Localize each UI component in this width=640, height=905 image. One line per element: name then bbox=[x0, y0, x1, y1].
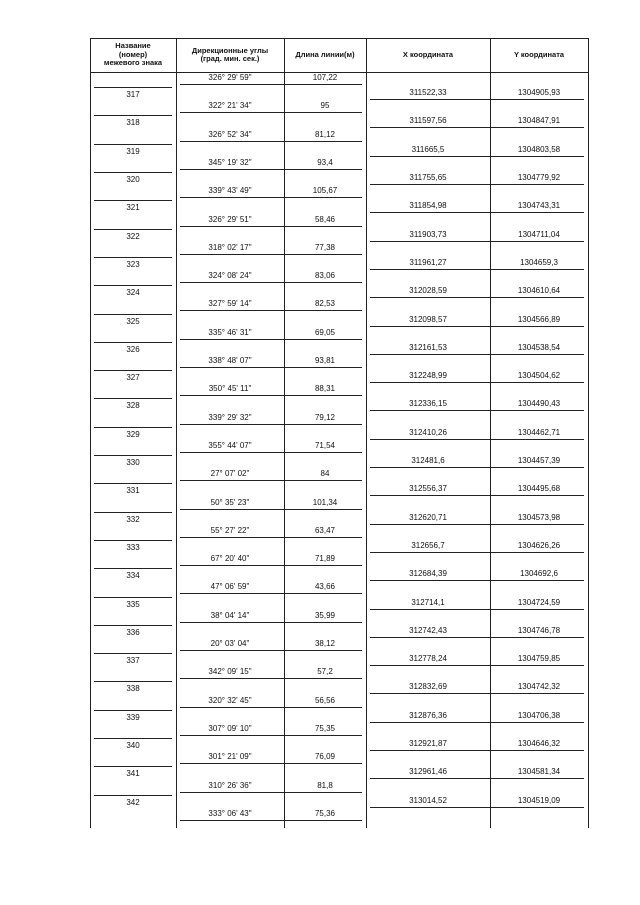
line-length-cell: 105,67 bbox=[312, 186, 338, 196]
y-coordinate-cell: 1304742,32 bbox=[517, 682, 561, 692]
line-length-cell: 84 bbox=[320, 469, 330, 479]
x-coordinate-cell: 311854,98 bbox=[409, 201, 447, 211]
point-underline bbox=[94, 200, 172, 201]
segment-underline bbox=[180, 650, 362, 651]
point-underline bbox=[94, 766, 172, 767]
point-underline bbox=[94, 87, 172, 88]
segment-underline bbox=[180, 593, 362, 594]
x-coordinate-cell: 311903,73 bbox=[409, 229, 447, 239]
point-underline bbox=[94, 653, 172, 654]
y-coordinate-cell: 1304905,93 bbox=[517, 88, 561, 98]
point-name-cell: 322 bbox=[126, 231, 140, 241]
y-coordinate-cell: 1304706,38 bbox=[517, 710, 561, 720]
point-name-cell: 329 bbox=[126, 429, 140, 439]
line-length-cell: 71,89 bbox=[314, 554, 336, 564]
direction-angle-cell: 327° 59' 14" bbox=[208, 299, 252, 309]
point-name-cell: 331 bbox=[126, 486, 140, 496]
direction-angle-cell: 55° 27' 22" bbox=[210, 525, 250, 535]
line-length-cell: 79,12 bbox=[314, 412, 336, 422]
segment-underline bbox=[180, 735, 362, 736]
point-underline bbox=[94, 568, 172, 569]
coordinate-underline bbox=[370, 552, 584, 553]
direction-angle-cell: 326° 29' 51" bbox=[208, 214, 252, 224]
direction-angle-cell: 324° 08' 24" bbox=[208, 271, 252, 281]
segment-underline bbox=[180, 84, 362, 85]
point-name-cell: 339 bbox=[126, 712, 140, 722]
coordinate-underline bbox=[370, 212, 584, 213]
x-coordinate-cell: 312336,15 bbox=[409, 399, 447, 409]
y-coordinate-cell: 1304573,98 bbox=[517, 512, 561, 522]
x-coordinate-cell: 312742,43 bbox=[409, 625, 447, 635]
direction-angle-cell: 326° 52' 34" bbox=[208, 129, 252, 139]
segment-underline bbox=[180, 820, 362, 821]
coordinate-underline bbox=[370, 99, 584, 100]
segment-underline bbox=[180, 792, 362, 793]
line-length-cell: 107,22 bbox=[312, 73, 338, 82]
point-underline bbox=[94, 144, 172, 145]
header-direction-angle: Дирекционные углы (град. мин. сек.) bbox=[191, 45, 269, 63]
point-underline bbox=[94, 597, 172, 598]
direction-angle-cell: 318° 02' 17" bbox=[208, 242, 252, 252]
x-coordinate-cell: 312921,87 bbox=[409, 739, 447, 749]
coordinate-underline bbox=[370, 410, 584, 411]
point-name-cell: 323 bbox=[126, 259, 140, 269]
header-x-coordinate: X координата bbox=[402, 49, 454, 59]
column-divider bbox=[176, 38, 177, 828]
direction-angle-cell: 47° 06' 59" bbox=[210, 582, 250, 592]
point-underline bbox=[94, 455, 172, 456]
point-name-cell: 338 bbox=[126, 684, 140, 694]
y-coordinate-cell: 1304743,31 bbox=[517, 201, 561, 211]
point-underline bbox=[94, 795, 172, 796]
point-underline bbox=[94, 483, 172, 484]
y-coordinate-cell: 1304711,04 bbox=[518, 229, 560, 239]
coordinate-underline bbox=[370, 722, 584, 723]
point-underline bbox=[94, 398, 172, 399]
coordinate-underline bbox=[370, 665, 584, 666]
point-underline bbox=[94, 342, 172, 343]
x-coordinate-cell: 311961,27 bbox=[409, 257, 447, 267]
direction-angle-cell: 345° 19' 32" bbox=[208, 157, 252, 167]
point-underline bbox=[94, 229, 172, 230]
line-length-cell: 81,12 bbox=[314, 129, 336, 139]
line-length-cell: 35,99 bbox=[314, 610, 336, 620]
x-coordinate-cell: 313014,52 bbox=[409, 795, 447, 805]
coordinate-underline bbox=[370, 297, 584, 298]
x-coordinate-cell: 312028,59 bbox=[409, 286, 447, 296]
coordinate-underline bbox=[370, 524, 584, 525]
point-name-cell: 341 bbox=[126, 769, 140, 779]
segment-underline bbox=[180, 226, 362, 227]
line-length-cell: 93,81 bbox=[314, 356, 336, 365]
coordinate-underline bbox=[370, 382, 584, 383]
column-divider bbox=[284, 38, 285, 828]
point-name-cell: 326 bbox=[126, 344, 140, 354]
direction-angle-cell: 27° 07' 02" bbox=[210, 469, 250, 479]
segment-underline bbox=[180, 622, 362, 623]
direction-angle-cell: 20° 03' 04" bbox=[210, 639, 250, 648]
line-length-cell: 75,36 bbox=[314, 808, 336, 818]
direction-angle-cell: 38° 04' 14" bbox=[210, 610, 250, 620]
segment-underline bbox=[180, 112, 362, 113]
point-underline bbox=[94, 427, 172, 428]
coordinate-underline bbox=[370, 354, 584, 355]
point-name-cell: 328 bbox=[126, 401, 140, 411]
direction-angle-cell: 310° 26' 36" bbox=[208, 780, 252, 790]
segment-underline bbox=[180, 169, 362, 170]
x-coordinate-cell: 312161,53 bbox=[409, 342, 447, 352]
y-coordinate-cell: 1304659,3 bbox=[520, 257, 558, 267]
line-length-cell: 57,2 bbox=[317, 667, 333, 677]
y-coordinate-cell: 1304803,58 bbox=[517, 144, 561, 154]
x-coordinate-cell: 312248,99 bbox=[409, 371, 447, 381]
coordinate-underline bbox=[370, 609, 584, 610]
y-coordinate-cell: 1304519,09 bbox=[517, 795, 561, 805]
coordinate-underline bbox=[370, 269, 584, 270]
direction-angle-cell: 301° 21' 09" bbox=[208, 752, 252, 762]
y-coordinate-cell: 1304566,89 bbox=[517, 314, 561, 324]
direction-angle-cell: 339° 29' 32" bbox=[208, 412, 252, 422]
x-coordinate-cell: 311665,5 bbox=[411, 144, 445, 154]
column-divider bbox=[588, 38, 589, 828]
y-coordinate-cell: 1304847,91 bbox=[517, 116, 561, 126]
y-coordinate-cell: 1304495,68 bbox=[517, 484, 561, 494]
y-coordinate-cell: 1304646,32 bbox=[517, 739, 561, 749]
line-length-cell: 71,54 bbox=[314, 440, 336, 450]
direction-angle-cell: 342° 09' 15" bbox=[208, 667, 252, 677]
y-coordinate-cell: 1304724,59 bbox=[517, 597, 561, 607]
point-underline bbox=[94, 257, 172, 258]
point-underline bbox=[94, 370, 172, 371]
segment-underline bbox=[180, 339, 362, 340]
point-underline bbox=[94, 115, 172, 116]
x-coordinate-cell: 311755,65 bbox=[409, 173, 447, 183]
segment-underline bbox=[180, 763, 362, 764]
direction-angle-cell: 333° 06' 43" bbox=[208, 808, 252, 818]
segment-underline bbox=[180, 254, 362, 255]
point-underline bbox=[94, 625, 172, 626]
header-point-name: Название (номер) межевого знака bbox=[103, 41, 163, 68]
segment-underline bbox=[180, 678, 362, 679]
segment-underline bbox=[180, 141, 362, 142]
x-coordinate-cell: 312481,6 bbox=[411, 456, 445, 466]
coordinate-underline bbox=[370, 184, 584, 185]
direction-angle-cell: 338° 48' 07" bbox=[208, 356, 252, 365]
y-coordinate-cell: 1304457,39 bbox=[517, 456, 561, 466]
x-coordinate-cell: 312656,7 bbox=[411, 540, 445, 550]
header-line-length: Длина линии(м) bbox=[295, 49, 355, 59]
direction-angle-cell: 335° 46' 31" bbox=[208, 327, 252, 337]
point-name-cell: 327 bbox=[126, 373, 140, 383]
direction-angle-cell: 326° 29' 59" bbox=[208, 73, 252, 82]
point-underline bbox=[94, 512, 172, 513]
y-coordinate-cell: 1304779,92 bbox=[517, 173, 561, 183]
coordinate-underline bbox=[370, 637, 584, 638]
direction-angle-cell: 307° 09' 10" bbox=[208, 723, 252, 733]
line-length-cell: 83,06 bbox=[314, 271, 336, 281]
line-length-cell: 77,38 bbox=[314, 242, 336, 252]
line-length-cell: 75,35 bbox=[314, 723, 336, 733]
line-length-cell: 43,66 bbox=[314, 582, 336, 592]
coordinate-underline bbox=[370, 807, 584, 808]
coordinate-underline bbox=[370, 693, 584, 694]
line-length-cell: 81,8 bbox=[317, 780, 333, 790]
point-name-cell: 318 bbox=[126, 118, 140, 128]
x-coordinate-cell: 312714,1 bbox=[411, 597, 445, 607]
line-length-cell: 76,09 bbox=[314, 752, 336, 762]
direction-angle-cell: 355° 44' 07" bbox=[208, 440, 252, 450]
coordinate-underline bbox=[370, 439, 584, 440]
line-length-cell: 93,4 bbox=[317, 157, 333, 167]
point-name-cell: 325 bbox=[126, 316, 140, 326]
x-coordinate-cell: 312410,26 bbox=[409, 427, 447, 437]
point-underline bbox=[94, 540, 172, 541]
segment-underline bbox=[180, 480, 362, 481]
coordinate-underline bbox=[370, 580, 584, 581]
point-name-cell: 334 bbox=[126, 571, 140, 581]
point-name-cell: 320 bbox=[126, 175, 140, 185]
point-name-cell: 340 bbox=[126, 741, 140, 751]
y-coordinate-cell: 1304462,71 bbox=[517, 427, 561, 437]
coordinate-underline bbox=[370, 467, 584, 468]
segment-underline bbox=[180, 537, 362, 538]
point-underline bbox=[94, 681, 172, 682]
y-coordinate-cell: 1304504,62 bbox=[517, 371, 561, 381]
line-length-cell: 69,05 bbox=[314, 327, 336, 337]
header-y-coordinate: Y координата bbox=[513, 49, 565, 59]
point-underline bbox=[94, 738, 172, 739]
direction-angle-cell: 67° 20' 40" bbox=[210, 554, 250, 564]
point-name-cell: 317 bbox=[126, 90, 140, 100]
point-name-cell: 336 bbox=[126, 627, 140, 637]
y-coordinate-cell: 1304692,6 bbox=[520, 569, 558, 579]
point-name-cell: 319 bbox=[126, 146, 140, 156]
y-coordinate-cell: 1304626,26 bbox=[517, 540, 561, 550]
segment-underline bbox=[180, 509, 362, 510]
x-coordinate-cell: 311522,33 bbox=[409, 88, 447, 98]
point-name-cell: 330 bbox=[126, 458, 140, 468]
point-underline bbox=[94, 285, 172, 286]
point-name-cell: 332 bbox=[126, 514, 140, 524]
x-coordinate-cell: 312620,71 bbox=[409, 512, 447, 522]
point-underline bbox=[94, 314, 172, 315]
y-coordinate-cell: 1304759,85 bbox=[517, 654, 561, 664]
segment-underline bbox=[180, 310, 362, 311]
x-coordinate-cell: 312876,36 bbox=[409, 710, 447, 720]
segment-underline bbox=[180, 565, 362, 566]
x-coordinate-cell: 312961,46 bbox=[409, 767, 447, 777]
table-top-border bbox=[90, 38, 588, 39]
direction-angle-cell: 322° 21' 34" bbox=[208, 101, 252, 111]
x-coordinate-cell: 312778,24 bbox=[409, 654, 447, 664]
y-coordinate-cell: 1304746,78 bbox=[517, 625, 561, 635]
point-underline bbox=[94, 710, 172, 711]
y-coordinate-cell: 1304610,64 bbox=[517, 286, 561, 296]
line-length-cell: 95 bbox=[320, 101, 330, 111]
segment-underline bbox=[180, 424, 362, 425]
coordinate-underline bbox=[370, 778, 584, 779]
direction-angle-cell: 350° 45' 11" bbox=[208, 384, 252, 394]
direction-angle-cell: 339° 43' 49" bbox=[208, 186, 252, 196]
point-name-cell: 335 bbox=[126, 599, 140, 609]
point-underline bbox=[94, 172, 172, 173]
segment-underline bbox=[180, 395, 362, 396]
x-coordinate-cell: 312832,69 bbox=[409, 682, 447, 692]
point-name-cell: 324 bbox=[126, 288, 140, 298]
x-coordinate-cell: 311597,56 bbox=[409, 116, 447, 126]
coordinate-underline bbox=[370, 241, 584, 242]
direction-angle-cell: 50° 35' 23" bbox=[210, 497, 250, 507]
point-name-cell: 333 bbox=[126, 542, 140, 552]
line-length-cell: 88,31 bbox=[314, 384, 336, 394]
coordinate-underline bbox=[370, 326, 584, 327]
coordinate-underline bbox=[370, 495, 584, 496]
boundary-points-table bbox=[90, 38, 588, 828]
x-coordinate-cell: 312098,57 bbox=[409, 314, 447, 324]
x-coordinate-cell: 312684,39 bbox=[409, 569, 447, 579]
segment-underline bbox=[180, 367, 362, 368]
segment-underline bbox=[180, 282, 362, 283]
segment-underline bbox=[180, 452, 362, 453]
point-name-cell: 321 bbox=[126, 203, 140, 213]
y-coordinate-cell: 1304538,54 bbox=[517, 342, 561, 352]
x-coordinate-cell: 312556,37 bbox=[409, 484, 447, 494]
coordinate-underline bbox=[370, 750, 584, 751]
line-length-cell: 38,12 bbox=[314, 639, 336, 648]
direction-angle-cell: 320° 32' 45" bbox=[208, 695, 252, 705]
coordinate-underline bbox=[370, 127, 584, 128]
line-length-cell: 58,46 bbox=[314, 214, 336, 224]
line-length-cell: 82,53 bbox=[314, 299, 336, 309]
segment-underline bbox=[180, 707, 362, 708]
coordinate-underline bbox=[370, 156, 584, 157]
y-coordinate-cell: 1304490,43 bbox=[517, 399, 561, 409]
y-coordinate-cell: 1304581,34 bbox=[517, 767, 561, 777]
line-length-cell: 101,34 bbox=[312, 497, 338, 507]
line-length-cell: 63,47 bbox=[314, 525, 336, 535]
point-name-cell: 337 bbox=[126, 656, 140, 666]
point-name-cell: 342 bbox=[126, 797, 140, 807]
line-length-cell: 56,56 bbox=[314, 695, 336, 705]
segment-underline bbox=[180, 197, 362, 198]
